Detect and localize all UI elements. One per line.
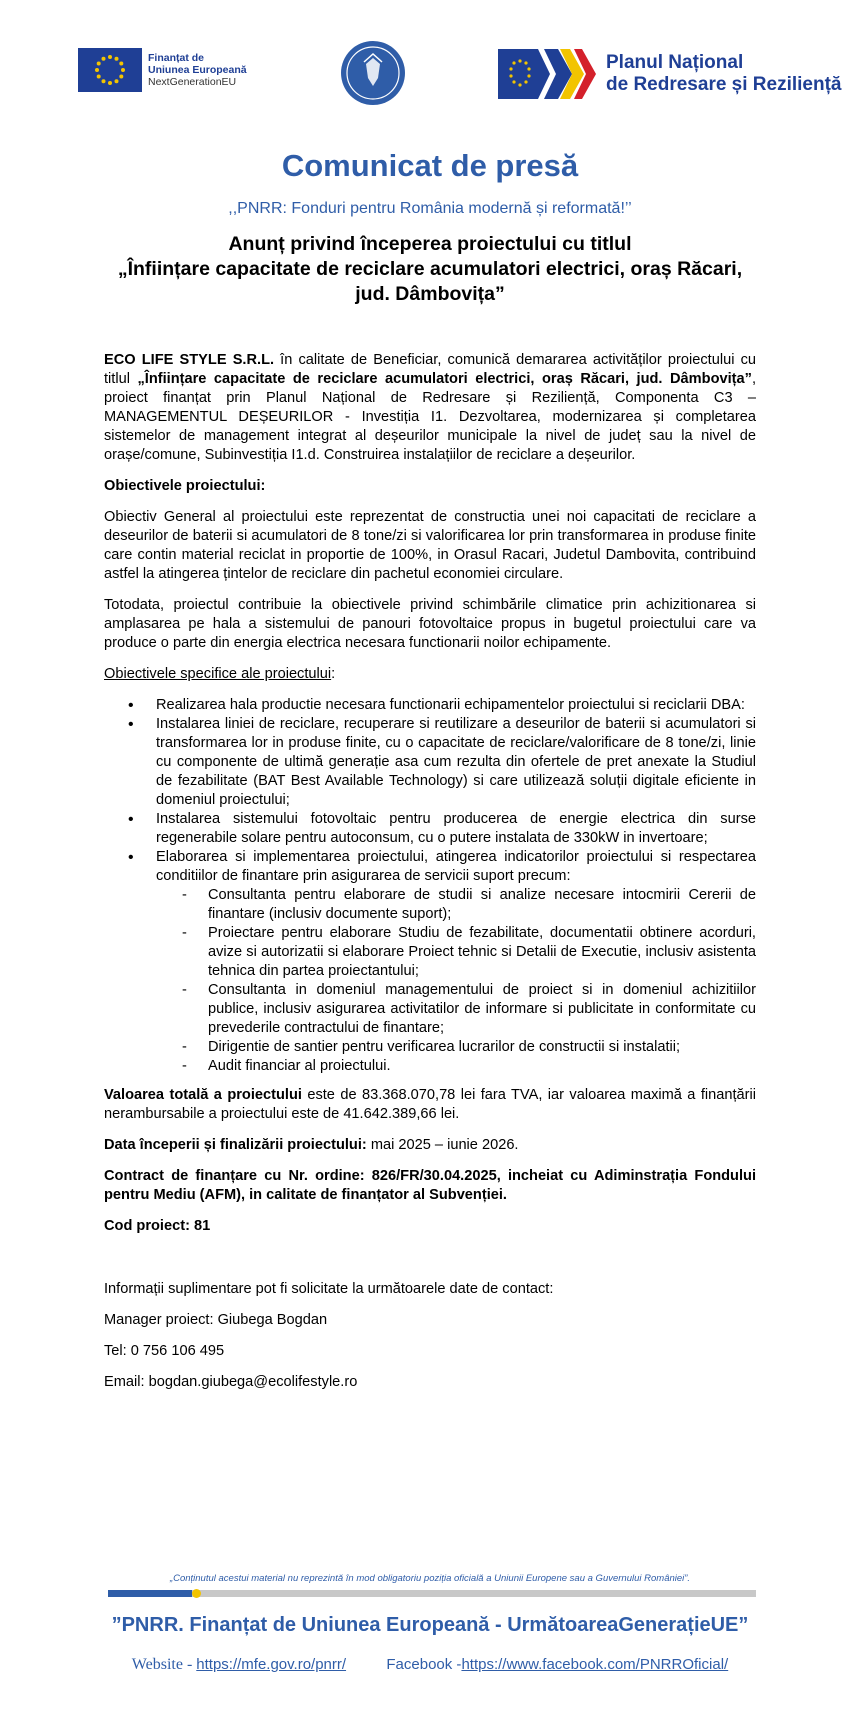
eu-funding-logo — [78, 48, 247, 92]
intro-paragraph — [104, 351, 756, 465]
specific-objectives-heading-text: Obiectivele specifice ale proiectului — [104, 666, 332, 682]
contact-intro: Informații suplimentare pot fi solicitate la următoarele date de contact: — [104, 1281, 554, 1297]
project-value-label: Valoarea totală a proiectului — [104, 1087, 302, 1103]
facebook-link[interactable]: https://www.facebook.com/PNRROficial/ — [461, 1656, 729, 1673]
project-code: Cod proiect: 81 — [104, 1218, 211, 1234]
specific-objectives-list — [104, 696, 756, 1076]
romanian-government-seal-icon — [340, 40, 406, 106]
announcement-line1: Anunț privind începerea proiectului cu titlul — [228, 233, 632, 255]
eu-flag-icon — [78, 48, 142, 92]
footer-divider — [108, 1590, 756, 1597]
project-value-paragraph — [104, 1086, 756, 1124]
general-objective-paragraph: Obiectiv General al proiectului este reprezentat de constructia unei noi capacitati de reciclare a deseurilor de baterii si acumulatori de 8 tone/zi si valorificarea lor prin transformarea in produse finite care contin material reciclat in proportie de 100%, in Orasul Racari, Judetul Dambovita, contribuind astfel la atingerea țintelor de reciclare din pachetul economiei circulare. — [104, 509, 756, 582]
pnrr-logo-line1: Planul Național — [606, 52, 744, 73]
footer-title: ”PNRR. Finanțat de Uniunea Europeană - UrmătoareaGenerațieUE” — [111, 1614, 749, 1636]
list-item: • Instalarea liniei de reciclare, recuperare si reutilizare a deseurilor de baterii si acumulatori si transformarea lor in produse finite, cu o capacitate de reciclare/valorificare de 8 tone/zi, linie cu componente de ultimă generație asa cum rezulta din ofertele de pret anexate la Studiul de fezabilitate (BAT Best Available Technology) si care utilizează soluții digitale eficiente in domeniul proiectului; — [156, 715, 756, 810]
intro-text-2: , proiect finanțat prin Planul Național de Redresare și Reziliență, Componenta C3 – MANAGEMENTUL DEȘEURILOR - Investiția I1. Dezvoltarea, modernizarea și completarea sistemelor de management integrat al deșeurilor municipale la nivel de județ sau la nivel de orașe/comune, Subinvestiția I1.d. Construirea instalațiilor de reciclare a deșeurilor. — [104, 371, 756, 463]
page-title: Comunicat de presă — [281, 148, 579, 183]
contact-manager: Manager proiect: Giubega Bogdan — [104, 1312, 328, 1328]
list-item — [156, 848, 756, 1076]
website-link[interactable]: https://mfe.gov.ro/pnrr/ — [196, 1656, 347, 1673]
contact-email: Email: bogdan.giubega@ecolifestyle.ro — [104, 1374, 358, 1390]
intro-project-title: „Înființare capacitate de reciclare acumulatori electrici, oraș Răcari, jud. Dâmbovița” — [137, 371, 752, 387]
project-dates-label: Data începerii și finalizării proiectului: — [104, 1137, 367, 1153]
pnrr-logo-line2: de Redresare și Reziliență — [606, 74, 842, 95]
objectives-heading-text: Obiectivele proiectului: — [104, 478, 266, 494]
project-dates-text: mai 2025 – iunie 2026. — [366, 1137, 519, 1153]
announcement-line3: jud. Dâmbovița” — [355, 283, 505, 305]
specific-objectives-heading-colon: : — [331, 666, 336, 682]
website-label: Website - — [131, 1656, 197, 1673]
list-item: - Proiectare pentru elaborare Studiu de fezabilitate, documentatii obtinere acorduri, avize si autorizatii si elaborare Proiect tehnic si Detalii de Executie, inclusiv asistenta tehnica din partea proiectantului; — [208, 924, 756, 981]
slogan: ,,PNRR: Fonduri pentru România modernă și reformată!’’ — [228, 200, 632, 217]
footer-divider-dot — [192, 1589, 201, 1598]
eu-logo-text — [148, 52, 247, 88]
eu-logo-line2: Uniunea Europeană — [148, 64, 247, 76]
announcement-line2: „Înființare capacitate de reciclare acumulatori electrici, oraș Răcari, — [117, 258, 743, 280]
contact-phone: Tel: 0 756 106 495 — [104, 1343, 225, 1359]
support-services-list — [156, 886, 756, 1076]
list-item: - Dirigentie de santier pentru verificarea lucrarilor de constructii si instalatii; — [208, 1038, 756, 1057]
contact-section — [104, 1280, 756, 1392]
project-value-text: este de 83.368.070,78 lei fara TVA, iar valoarea maximă a finanțării nerambursabile a proiectului este de 41.642.389,66 lei. — [104, 1087, 756, 1122]
specific-objectives-heading — [104, 665, 756, 684]
announcement-heading — [100, 232, 760, 307]
project-code-paragraph — [104, 1217, 756, 1236]
eu-logo-line3: NextGenerationEU — [148, 76, 237, 88]
pnrr-logo — [498, 43, 842, 105]
list-item: - Consultanta in domeniul managementului de proiect si in domeniul achizitiilor publice, inclusiv asigurarea activitatilor de informare si publicitate in conformitate cu prevederile contractului de finantare; — [208, 981, 756, 1038]
list-item: • Instalarea sistemului fotovoltaic pentru producerea de energie electrica din surse regenerabile solare pentru autoconsum, cu o putere instalata de 330kW in invertoare; — [156, 810, 756, 848]
footer-disclaimer: „Conținutul acestui material nu reprezintă în mod obligatoriu poziția oficială a Uniunii Europene sau a Guvernului României”. — [169, 1573, 691, 1584]
intro-text-1: în calitate de Beneficiar, comunică demararea activităților proiectului cu titlul — [104, 352, 756, 387]
pnrr-logo-text — [606, 52, 842, 96]
eu-logo-line1: Finanțat de — [148, 52, 205, 64]
list-item: - Audit financiar al proiectului. — [208, 1057, 756, 1076]
project-dates-paragraph — [104, 1136, 756, 1155]
footer-divider-accent — [108, 1590, 192, 1597]
list-item: • Realizarea hala productie necesara functionarii echipamentelor proiectului si reciclarii DBA: — [156, 696, 756, 715]
financing-contract-text: Contract de finanțare cu Nr. ordine: 826/FR/30.04.2025, incheiat cu Adiminstrația Fondului pentru Mediu (AFM), in calitate de finanțator al Subvenției. — [104, 1168, 756, 1203]
pnrr-flag-icon — [498, 43, 598, 105]
list-item: - Consultanta pentru elaborare de studii si analize necesare intocmirii Cererii de finantare (inclusiv documente suport); — [208, 886, 756, 924]
climate-paragraph: Totodata, proiectul contribuie la obiectivele privind schimbările climatice prin achizitionarea si amplasarea pe hala a sistemului de panouri fotovoltaice propus in bugetul proiectului care va produce o parte din energia electrica necesara functionarii noilor echipamente. — [104, 597, 756, 651]
financing-contract-paragraph — [104, 1167, 756, 1205]
beneficiary-name: ECO LIFE STYLE S.R.L. — [104, 352, 275, 368]
header-logos — [0, 40, 860, 110]
objectives-heading — [104, 477, 756, 496]
press-release-body — [104, 351, 756, 1404]
footer-links — [0, 1656, 860, 1674]
list-item-text: Elaborarea si implementarea proiectului, atingerea indicatorilor proiectului si respectarea conditiilor de finantare prin asigurarea de servicii suport precum: — [156, 849, 756, 884]
facebook-label: Facebook - — [386, 1656, 462, 1673]
